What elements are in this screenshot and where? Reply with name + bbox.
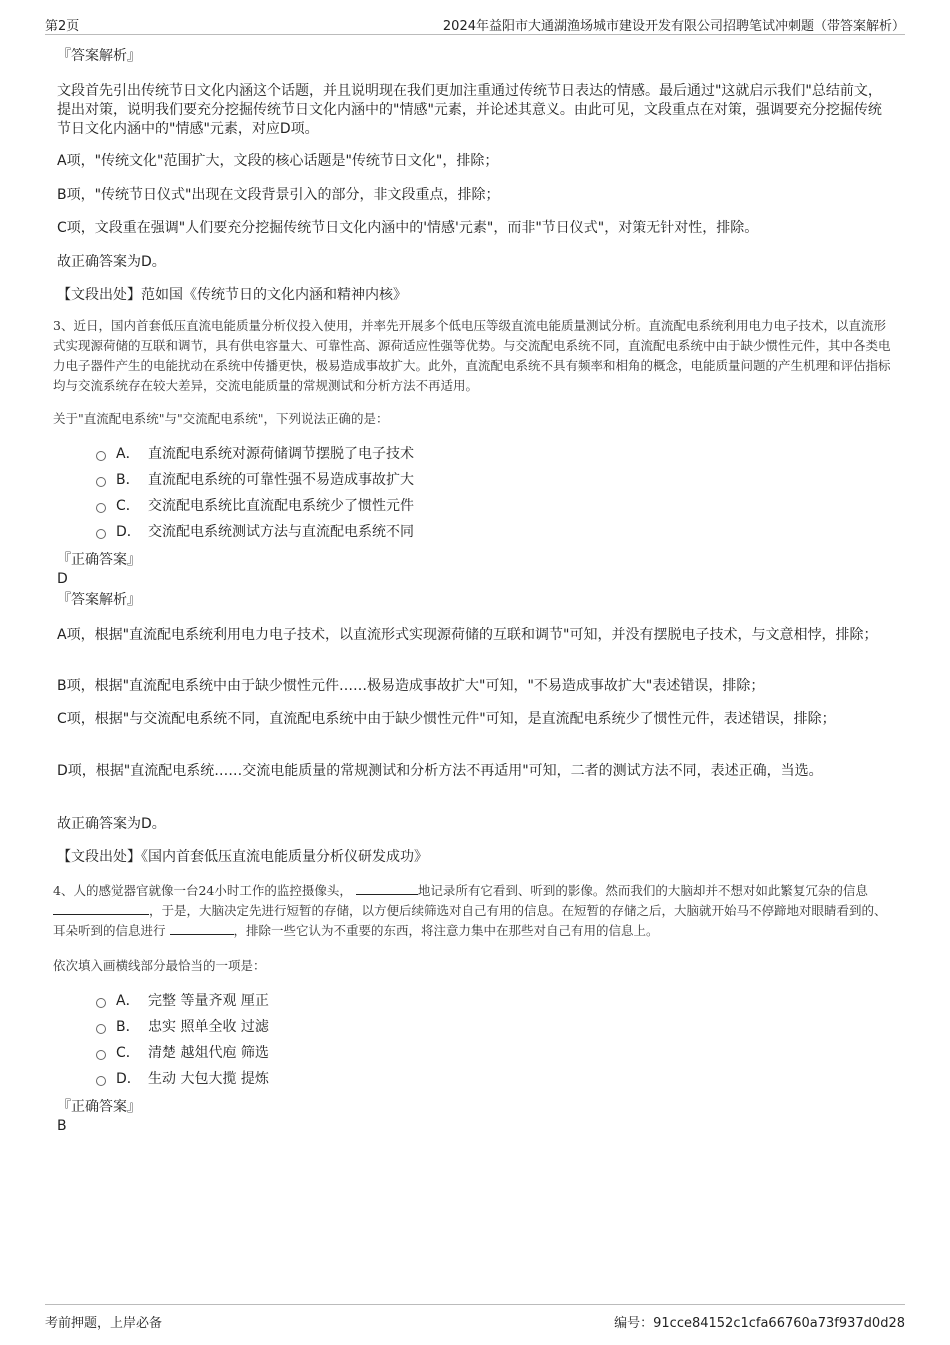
q3-question: 关于"直流配电系统"与"交流配电系统"，下列说法正确的是： — [53, 411, 389, 426]
radio-icon[interactable] — [96, 529, 106, 539]
page-footer — [45, 1304, 905, 1331]
radio-icon[interactable] — [96, 1050, 106, 1060]
q2-analysis-c: C项，文段重在强调"人们要充分挖掘传统节日文化内涵中的'情感'元素"，而非"节日仪式"，对策无针对性，排除。 — [57, 220, 759, 236]
q3-option-b[interactable]: B． 直流配电系统的可靠性强不易造成事故扩大 — [96, 471, 414, 489]
q3-analysis-c: C项，根据"与交流配电系统不同，直流配电系统中由于缺少惯性元件"可知，是直流配电系统少了惯性元件，表述错误，排除； — [57, 711, 836, 727]
q4-option-c[interactable]: C． 清楚 越俎代庖 筛选 — [96, 1044, 269, 1062]
fill-blank-1[interactable] — [356, 882, 418, 895]
fill-blank-2[interactable] — [53, 902, 149, 915]
q3-analysis-a: A项，根据"直流配电系统利用电力电子技术，以直流形式实现源荷储的互联和调节"可知，并没有摆脱电子技术，与文意相悖，排除； — [57, 627, 878, 643]
q3-analysis-d: D项，根据"直流配电系统……交流电能质量的常规测试和分析方法不再适用"可知，二者的测试方法不同，表述正确，当选。 — [57, 763, 823, 779]
radio-icon[interactable] — [96, 451, 106, 461]
q4-answer-label: 『正确答案』 — [57, 1099, 141, 1115]
radio-icon[interactable] — [96, 998, 106, 1008]
q4-question: 依次填入画横线部分最恰当的一项是： — [53, 958, 266, 973]
page-number: 第2页 — [45, 19, 80, 34]
radio-icon[interactable] — [96, 503, 106, 513]
footer-slogan: 考前押题，上岸必备 — [45, 1316, 163, 1331]
q4-option-b[interactable]: B． 忠实 照单全收 过滤 — [96, 1018, 269, 1036]
radio-icon[interactable] — [96, 1076, 106, 1086]
q4-option-a[interactable]: A． 完整 等量齐观 厘正 — [96, 992, 269, 1010]
q2-analysis-b: B项，"传统节日仪式"出现在文段背景引入的部分，非文段重点，排除； — [57, 187, 500, 203]
q3-answer-label: 『正确答案』 — [57, 552, 141, 568]
q4-answer: B — [57, 1118, 67, 1134]
q2-conclusion: 故正确答案为D。 — [57, 254, 166, 270]
q3-analysis-label: 『答案解析』 — [57, 592, 141, 608]
fill-blank-3[interactable] — [170, 922, 234, 935]
page-header — [45, 12, 905, 35]
q3-conclusion: 故正确答案为D。 — [57, 816, 166, 832]
document-code: 编号：91cce84152c1cfa66760a73f937d0d28 — [614, 1316, 905, 1331]
q3-answer: D — [57, 571, 68, 587]
radio-icon[interactable] — [96, 477, 106, 487]
q4-option-d[interactable]: D． 生动 大包大揽 提炼 — [96, 1070, 269, 1088]
q3-option-d[interactable]: D． 交流配电系统测试方法与直流配电系统不同 — [96, 523, 414, 541]
q2-analysis-paragraph: 文段首先引出传统节日文化内涵这个话题，并且说明现在我们更加注重通过传统节日表达的情感。最后通过"这就启示我们"总结前文，提出对策，说明我们要充分挖掘传统节日文化内涵中的"情感"元素，并论述其意义。由此可见，文段重点在对策，强调要充分挖掘传统节日文化内涵中的"情感"元素，对应D项。 — [57, 83, 882, 137]
q3-stem: 3、近日，国内首套低压直流电能质量分析仪投入使用，并率先开展多个低电压等级直流电能质量测试分析。直流配电系统利用电力电子技术，以直流形式实现源荷储的互联和调节，具有供电容量大、可靠性高、源荷适应性强等优势。与交流配电系统不同，直流配电系统中由于缺少惯性元件，其中各类电力电子器件产生的电能扰动在系统中传播更快，极易造成事故扩大。此外，直流配电系统不具有频率和相角的概念，电能质量问题的产生机理和评估指标均与交流系统存在较大差异，交流电能质量的常规测试和分析方法不再适用。 — [53, 318, 891, 393]
document-title: 2024年益阳市大通湖渔场城市建设开发有限公司招聘笔试冲刺题（带答案解析） — [442, 19, 905, 34]
radio-icon[interactable] — [96, 1024, 106, 1034]
q4-stem: 4、人的感觉器官就像一台24小时工作的监控摄像头， 地记录所有它看到、听到的影像。然而我们的大脑却并不想对如此繁复冗杂的信息 ，于是，大脑决定先进行短暂的存储，以方便后续筛选对自己有用的信息。在短暂的存储之后，大脑就开始马不停蹄地对眼睛看到的、耳朵听到的信息进行 ，排除一些它认为不重要的东西，将注意力集中在那些对自己有用的信息上。 — [53, 883, 887, 938]
q2-source: 【文段出处】范如国《传统节日的文化内涵和精神内核》 — [57, 287, 407, 303]
q3-analysis-b: B项，根据"直流配电系统中由于缺少惯性元件……极易造成事故扩大"可知，"不易造成事故扩大"表述错误，排除； — [57, 678, 765, 694]
q3-source: 【文段出处】《国内首套低压直流电能质量分析仪研发成功》 — [57, 849, 428, 865]
q2-analysis-label: 『答案解析』 — [57, 48, 141, 64]
q3-option-c[interactable]: C． 交流配电系统比直流配电系统少了惯性元件 — [96, 497, 414, 515]
q3-option-a[interactable]: A． 直流配电系统对源荷储调节摆脱了电子技术 — [96, 445, 414, 463]
q2-analysis-a: A项，"传统文化"范围扩大，文段的核心话题是"传统节日文化"，排除； — [57, 153, 499, 169]
